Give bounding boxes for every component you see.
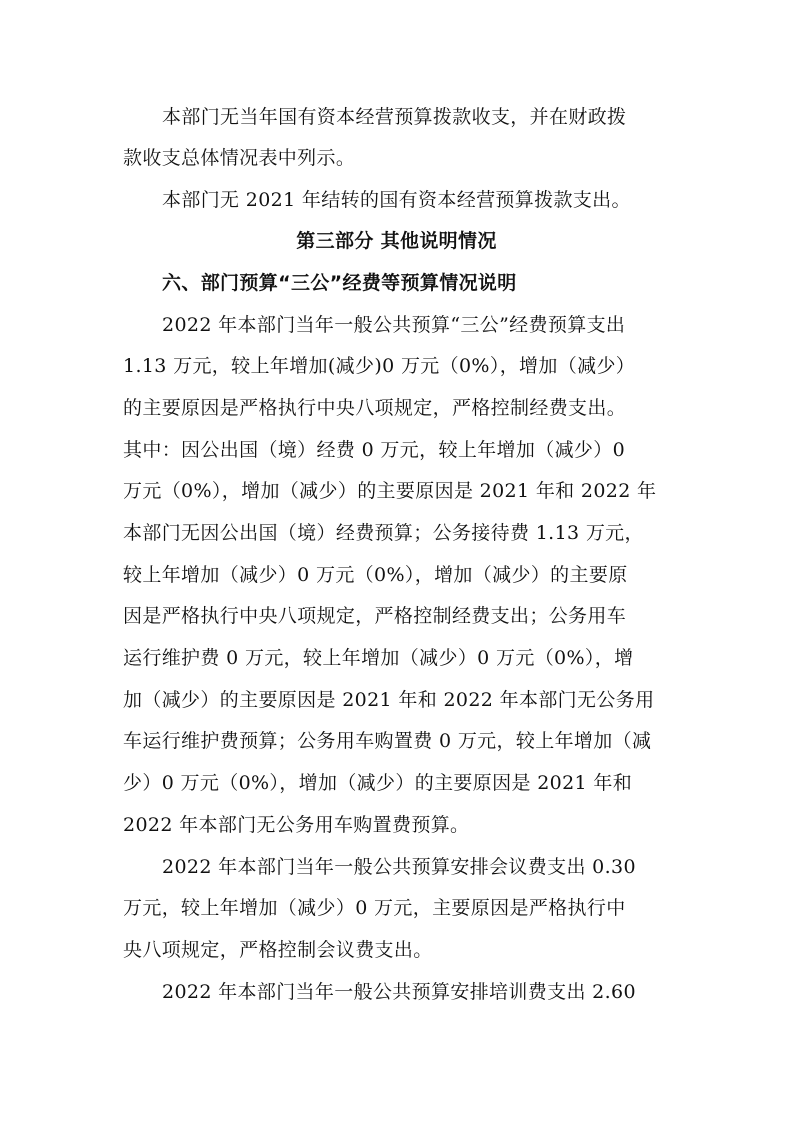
section-title: 第三部分 其他说明情况 [296,230,497,252]
paragraph-line: 2022 年本部门当年一般公共预算“三公”经费预算支出 [162,314,626,336]
paragraph-line: 1.13 万元，较上年增加(减少)0 万元（0%），增加（减少） [123,355,636,377]
paragraph-line: 加（减少）的主要原因是 2021 年和 2022 年本部门无公务用 [123,689,655,711]
subsection-title: 六、部门预算“三公”经费等预算情况说明 [162,272,517,294]
paragraph-line: 2022 年本部门当年一般公共预算安排培训费支出 2.60 [162,981,636,1003]
paragraph-line: 2022 年本部门当年一般公共预算安排会议费支出 0.30 [162,856,636,878]
paragraph-line: 其中：因公出国（境）经费 0 万元，较上年增加（减少）0 [123,439,626,461]
paragraph-line: 万元（0%），增加（减少）的主要原因是 2021 年和 2022 年 [123,480,657,502]
paragraph-line: 本部门无 2021 年结转的国有资本经营预算拨款支出。 [162,189,631,211]
paragraph-line: 少）0 万元（0%），增加（减少）的主要原因是 2021 年和 [123,772,633,794]
paragraph-line: 本部门无当年国有资本经营预算拨款收支，并在财政拨 [162,106,627,128]
paragraph-line: 本部门无因公出国（境）经费预算；公务接待费 1.13 万元， [123,522,644,544]
paragraph-line: 款收支总体情况表中列示。 [123,147,356,169]
paragraph-line: 万元，较上年增加（减少）0 万元，主要原因是严格执行中 [123,897,626,919]
paragraph-line: 的主要原因是严格执行中央八项规定，严格控制经费支出。 [123,397,627,419]
paragraph-line: 较上年增加（减少）0 万元（0%），增加（减少）的主要原 [123,564,628,586]
paragraph-line: 车运行维护费预算；公务用车购置费 0 万元，较上年增加（减 [123,730,652,752]
paragraph-line: 央八项规定，严格控制会议费支出。 [123,939,433,961]
paragraph-line: 2022 年本部门无公务用车购置费预算。 [123,814,470,836]
paragraph-line: 运行维护费 0 万元，较上年增加（减少）0 万元（0%），增 [123,647,634,669]
paragraph-line: 因是严格执行中央八项规定，严格控制经费支出；公务用车 [123,605,627,627]
